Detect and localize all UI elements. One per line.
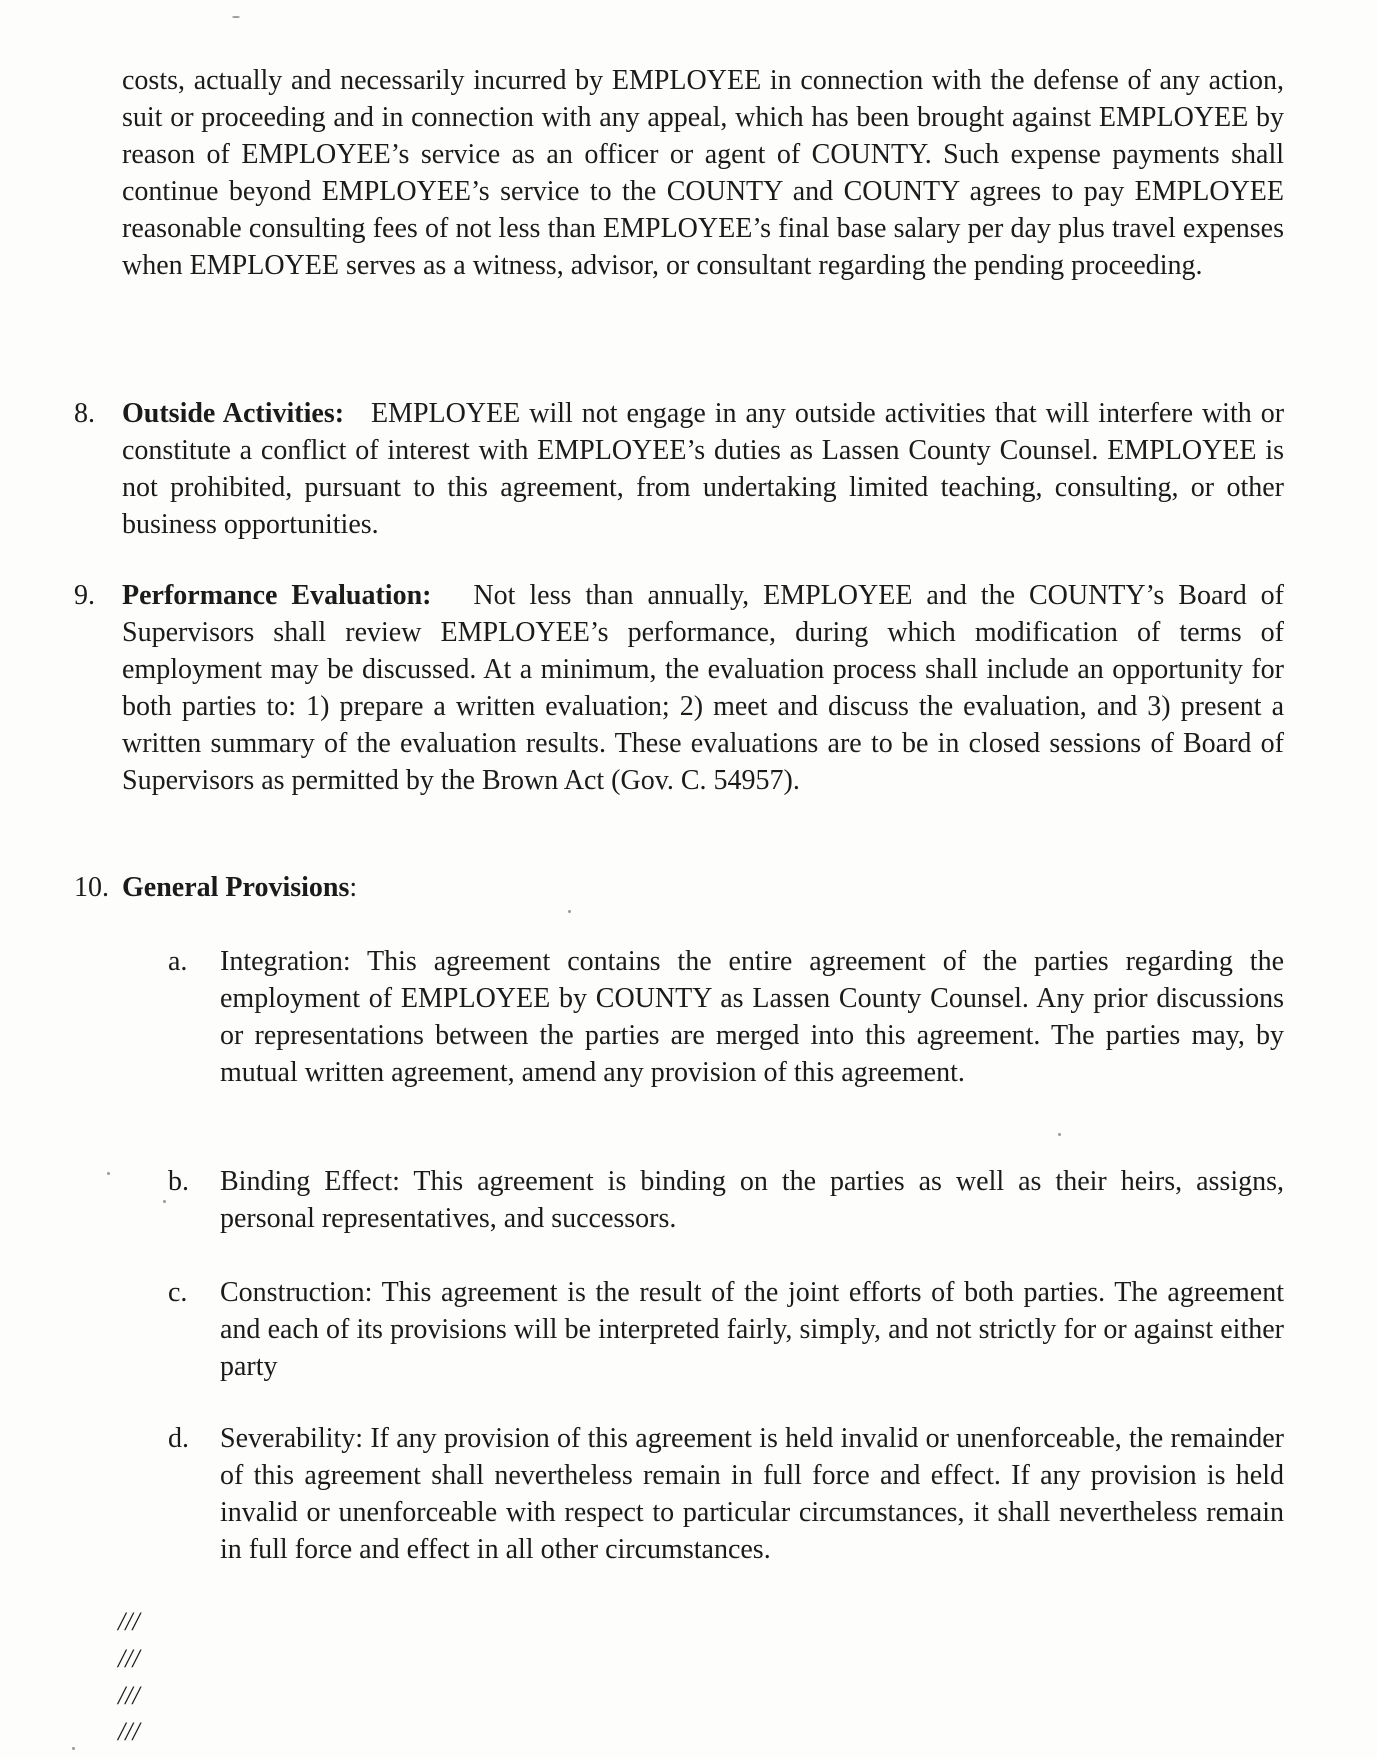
scan-speck (1058, 1133, 1061, 1136)
section-heading: Performance Evaluation: (122, 580, 432, 611)
section-number: 10. (74, 872, 109, 903)
section-body (122, 869, 1284, 906)
scan-speck (72, 1747, 75, 1750)
provision-text: Construction: This agreement is the result of the joint efforts of both parties. The agreement and each of its provisions will be interpreted fairly, simply, and not strictly for or against either party (220, 1277, 1284, 1382)
provision-construction (168, 1274, 1284, 1389)
provision-text: Binding Effect: This agreement is binding on the parties as well as their heirs, assigns, personal representatives, and successors. (220, 1166, 1284, 1234)
provision-letter: a. (168, 946, 188, 977)
intro-text: costs, actually and necessarily incurred by EMPLOYEE in connection with the defense of any action, suit or proceeding and in connection with any appeal, which has been brought against EMPLOYEE by reason of EMPLOYEE’s service as an officer or agent of COUNTY. Such expense payments shall continue beyond EMPLOYEE’s service to the COUNTY and COUNTY agrees to pay EMPLOYEE reasonable consulting fees of not less than EMPLOYEE’s final base salary per day plus travel expenses when EMPLOYEE serves as a witness, advisor, or consultant regarding the pending proceeding. (122, 65, 1284, 281)
provision-letter: d. (168, 1423, 189, 1454)
heading-colon: : (349, 872, 358, 903)
scan-speck (568, 910, 571, 913)
section-heading: Outside Activities: (122, 398, 345, 429)
section-text: EMPLOYEE will not engage in any outside activities that will interfere with or constitute a conflict of interest with EMPLOYEE’s duties as Lassen County Counsel. EMPLOYEE is not prohibited, pursuant to this agreement, from undertaking limited teaching, consulting, or other business opportunities. (122, 398, 1285, 540)
section-body (122, 577, 1284, 799)
continuation-mark: /// (118, 1717, 140, 1746)
section-heading: General Provisions (122, 872, 350, 903)
scan-speck (107, 1172, 110, 1175)
continuation-mark: /// (118, 1607, 140, 1636)
scan-speck (232, 16, 240, 18)
scan-speck (163, 1200, 166, 1203)
section-text: Not less than annually, EMPLOYEE and the COUNTY’s Board of Supervisors shall review EMPLOYEE’s performance, during which modification of terms of employment may be discussed. At a minimum, the evaluation process shall include an opportunity for both parties to: 1) prepare a written evaluation; 2) meet and discuss the evaluation, and 3) present a written summary of the evaluation results. These evaluations are to be in closed sessions of Board of Supervisors as permitted by the Brown Act (Gov. C. 54957). (122, 580, 1285, 796)
section-number: 8. (74, 398, 95, 429)
section-performance-evaluation (74, 577, 1284, 847)
intro-paragraph (122, 62, 1284, 284)
provision-binding-effect (168, 1163, 1284, 1243)
continuation-mark: /// (118, 1681, 140, 1710)
continuation-mark: /// (118, 1644, 140, 1673)
provision-text: Integration: This agreement contains the entire agreement of the parties regarding the employment of EMPLOYEE by COUNTY as Lassen County Counsel. Any prior discussions or representations between the parties are merged into this agreement. The parties may, by mutual written agreement, amend any provision of this agreement. (220, 946, 1284, 1088)
provision-severability (168, 1420, 1284, 1610)
provision-letter: c. (168, 1277, 188, 1308)
section-outside-activities (74, 395, 1284, 545)
section-body (122, 395, 1284, 543)
section-number: 9. (74, 580, 95, 611)
section-general-provisions (74, 869, 1284, 909)
provision-integration (168, 943, 1284, 1133)
provision-text: Severability: If any provision of this agreement is held invalid or unenforceable, the remainder of this agreement shall nevertheless remain in full force and effect. If any provision is held invalid or unenforceable with respect to particular circumstances, it shall nevertheless remain in full force and effect in all other circumstances. (220, 1423, 1284, 1565)
provision-letter: b. (168, 1166, 189, 1197)
